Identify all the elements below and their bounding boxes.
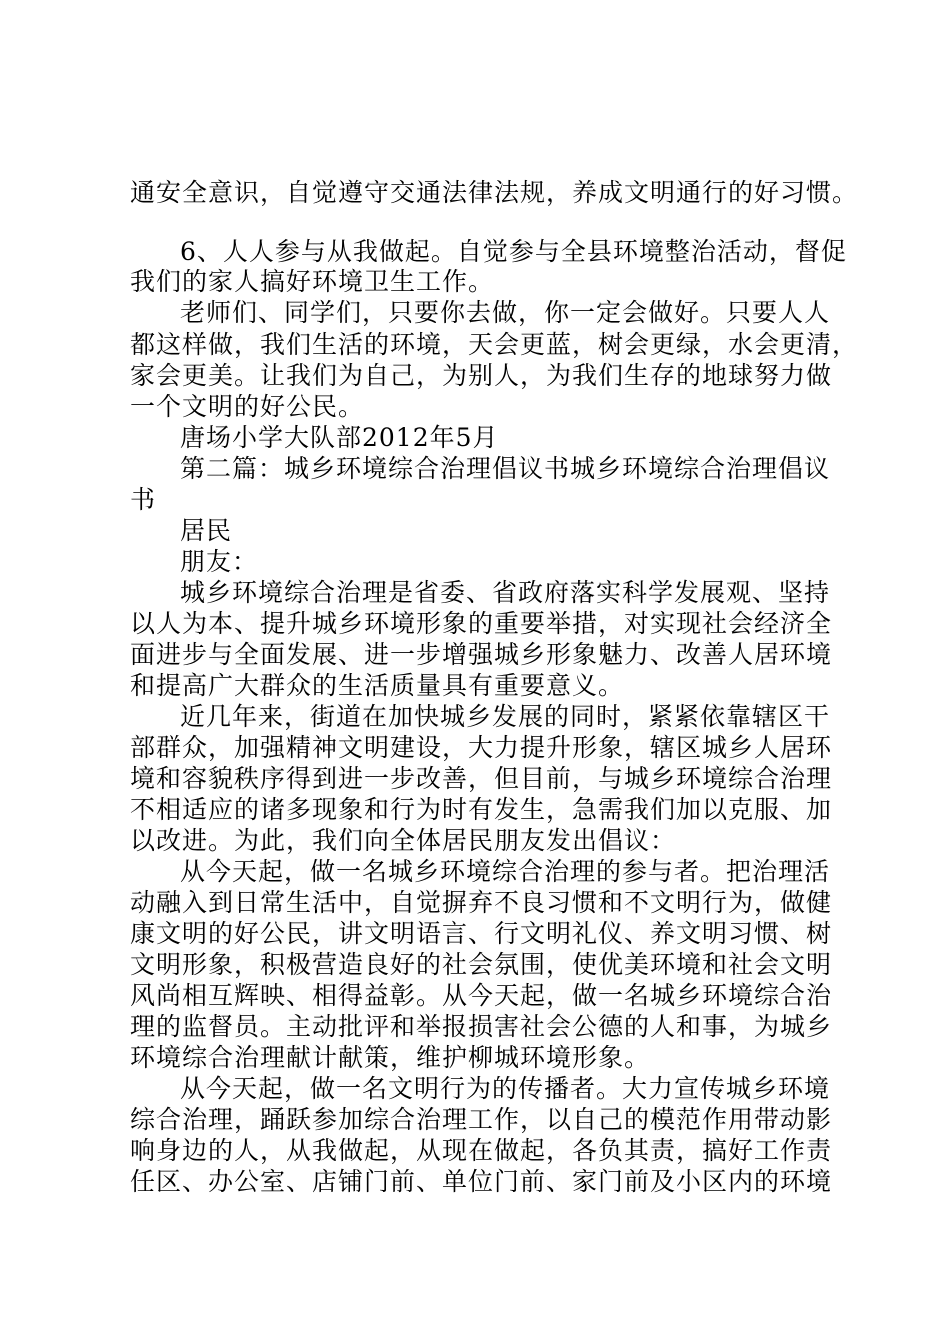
text-line: 境和容貌秩序得到进一步改善，但目前，与城乡环境综合治理	[130, 764, 833, 793]
text-line: 和提高广大群众的生活质量具有重要意义。	[130, 671, 625, 700]
text-line: 不相适应的诸多现象和行为时有发生，急需我们加以克服、加	[130, 795, 833, 824]
text-line: 通安全意识，自觉遵守交通法律法规，养成文明通行的好习惯。	[130, 178, 859, 207]
text-line: 一个文明的好公民。	[130, 392, 365, 421]
text-line: 任区、办公室、店铺门前、单位门前、家门前及小区内的环境	[130, 1167, 833, 1196]
text-line: 近几年来，街道在加快城乡发展的同时，紧紧依靠辖区干	[180, 702, 831, 731]
text-line: 响身边的人，从我做起，从现在做起，各负其责，搞好工作责	[130, 1136, 833, 1165]
section-heading-continued: 书	[130, 485, 157, 514]
section-heading: 第二篇：城乡环境综合治理倡议书城乡环境综合治理倡议	[180, 454, 831, 483]
text-line: 动融入到日常生活中，自觉摒弃不良习惯和不文明行为，做健	[130, 888, 833, 917]
text-line: 风尚相互辉映、相得益彰。从今天起，做一名城乡环境综合治	[130, 981, 833, 1010]
text-line: 理的监督员。主动批评和举报损害社会公德的人和事，为城乡	[130, 1012, 833, 1041]
text-line: 从今天起，做一名城乡环境综合治理的参与者。把治理活	[180, 857, 831, 886]
text-line: 老师们、同学们，只要你去做，你一定会做好。只要人人	[180, 298, 831, 327]
salutation: 朋友：	[180, 547, 259, 576]
text-line: 我们的家人搞好环境卫生工作。	[130, 267, 495, 296]
salutation: 居民	[180, 516, 233, 545]
signature-line: 唐场小学大队部2012年5月	[180, 423, 499, 452]
text-line: 面进步与全面发展、进一步增强城乡形象魅力、改善人居环境	[130, 640, 833, 669]
text-line: 城乡环境综合治理是省委、省政府落实科学发展观、坚持	[180, 578, 831, 607]
text-line: 环境综合治理献计献策，维护柳城环境形象。	[130, 1043, 651, 1072]
text-line: 都这样做，我们生活的环境，天会更蓝，树会更绿，水会更清，	[130, 330, 859, 359]
text-line: 以人为本、提升城乡环境形象的重要举措，对实现社会经济全	[130, 609, 833, 638]
text-line: 文明形象，积极营造良好的社会氛围，使优美环境和社会文明	[130, 950, 833, 979]
text-line: 综合治理，踊跃参加综合治理工作，以自己的模范作用带动影	[130, 1105, 833, 1134]
text-line: 从今天起，做一名文明行为的传播者。大力宣传城乡环境	[180, 1074, 831, 1103]
text-line: 家会更美。让我们为自己，为别人，为我们生存的地球努力做	[130, 361, 833, 390]
text-line: 以改进。为此，我们向全体居民朋友发出倡议：	[130, 826, 677, 855]
text-line: 6、人人参与从我做起。自觉参与全县环境整治活动，督促	[180, 237, 847, 266]
text-line: 康文明的好公民，讲文明语言、行文明礼仪、养文明习惯、树	[130, 919, 833, 948]
text-line: 部群众，加强精神文明建设，大力提升形象，辖区城乡人居环	[130, 733, 833, 762]
